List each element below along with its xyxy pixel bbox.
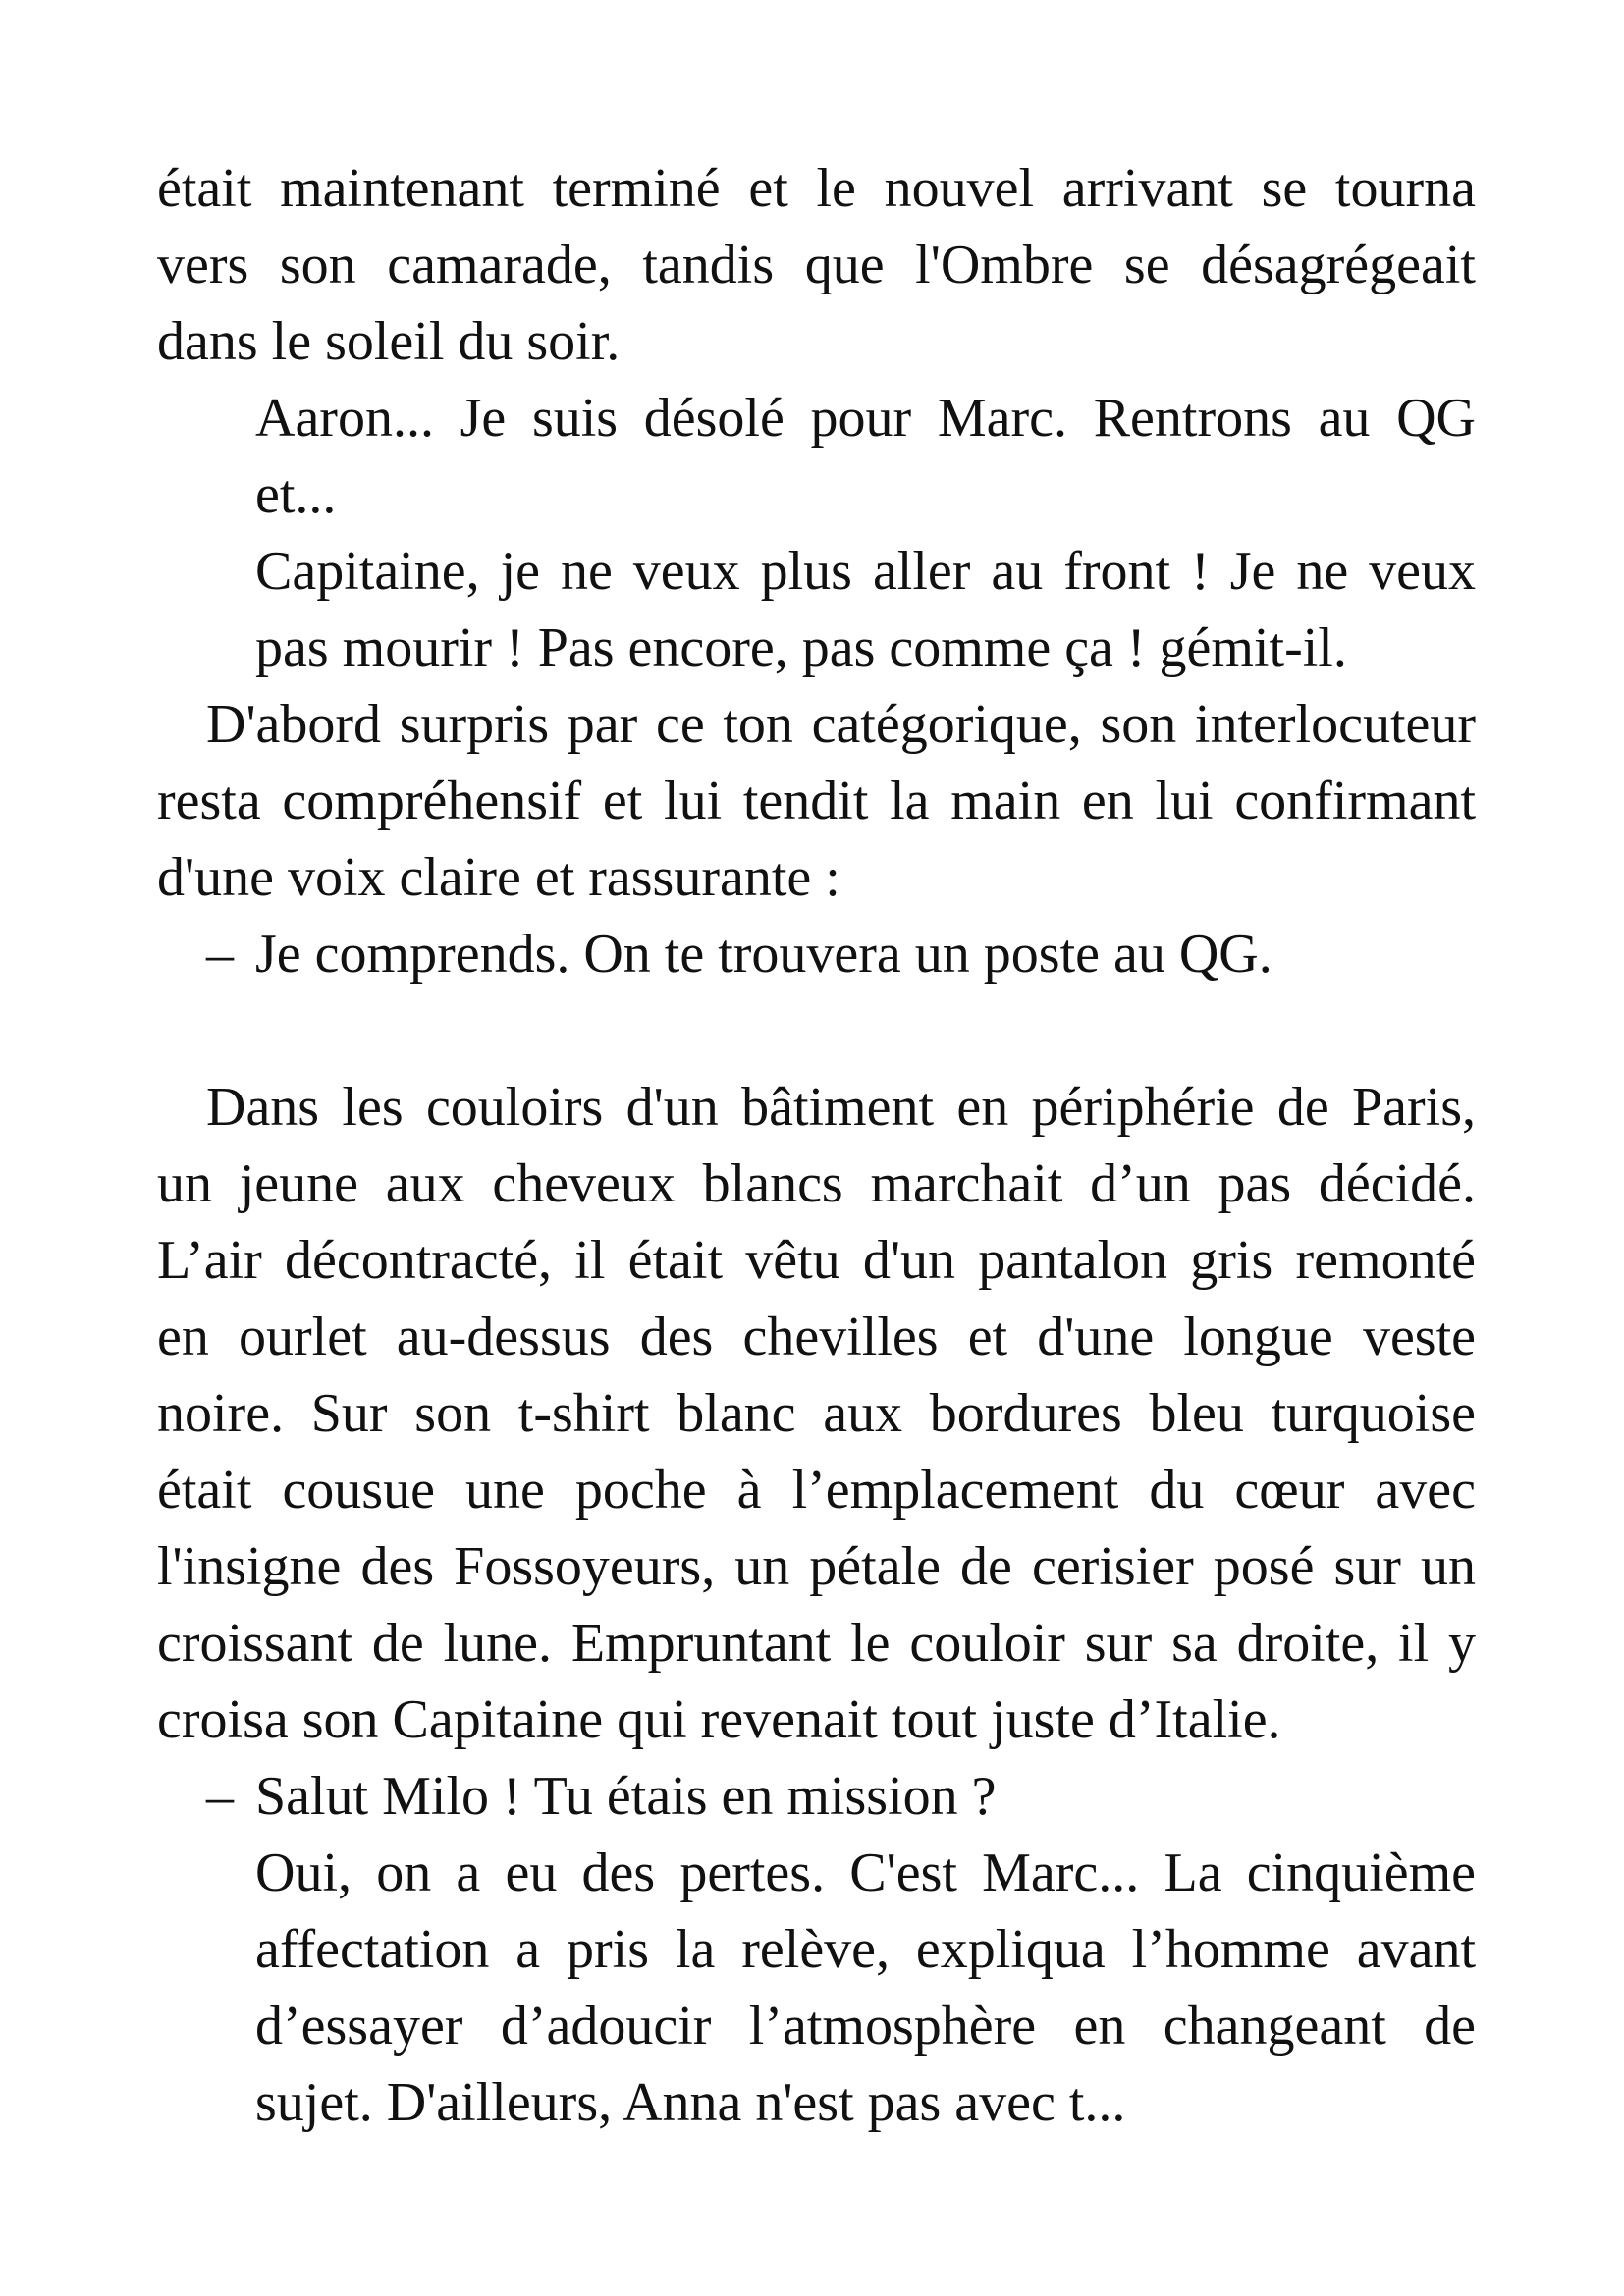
text-line [157,1528,1476,1605]
text-line [157,227,1476,303]
text-line [157,1605,1476,1682]
line-text: d'une voix claire et rassurante : [157,847,840,908]
line-text: Je comprends. On te trouvera un poste au QG. [255,924,1272,985]
dialogue-line [157,1758,1476,1835]
text-line [157,1682,1476,1758]
line-text: Capitaine, je ne veux plus aller au front ! Je ne veux [255,541,1476,602]
line-text: resta compréhensif et lui tendit la main en lui confirmant [157,771,1476,831]
dialogue-dash: – [206,1766,234,1827]
line-text: croisa son Capitaine qui revenait tout juste d’Italie. [157,1689,1281,1750]
dialogue-dash: – [206,924,234,985]
line-text: sujet. D'ailleurs, Anna n'est pas avec t... [255,2072,1126,2133]
text-line [157,1911,1476,1988]
line-text: D'abord surpris par ce ton catégorique, son interlocuteur [206,694,1476,755]
line-text: l'insigne des Fossoyeurs, un pétale de cerisier posé sur un [157,1536,1476,1597]
text-line [157,150,1476,227]
text-line [157,610,1476,686]
line-text: en ourlet au-dessus des chevilles et d'une longue veste [157,1307,1476,1367]
document-page [157,150,1476,2141]
line-text: dans le soleil du soir. [157,311,621,372]
text-line [157,1375,1476,1452]
line-text: et... [255,464,337,525]
text-line [157,1299,1476,1375]
text-line [157,763,1476,839]
line-text: Oui, on a eu des pertes. C'est Marc... La cinquième [255,1842,1476,1903]
line-text: un jeune aux cheveux blancs marchait d’un pas décidé. [157,1153,1476,1214]
text-line [157,1452,1476,1528]
line-text: d’essayer d’adoucir l’atmosphère en changeant de [255,1996,1476,2056]
dialogue-line [157,1835,1476,1911]
line-text: noire. Sur son t-shirt blanc aux bordures bleu turquoise [157,1383,1476,1444]
line-text: affectation a pris la relève, expliqua l’homme avant [255,1919,1476,1980]
line-text: croissant de lune. Empruntant le couloir sur sa droite, il y [157,1613,1476,1674]
text-line [157,1146,1476,1222]
dialogue-line [157,380,1476,456]
line-text: était cousue une poche à l’emplacement du cœur avec [157,1460,1476,1521]
line-text: vers son camarade, tandis que l'Ombre se désagrégeait [157,235,1476,295]
dialogue-line [157,916,1476,992]
text-line [157,1988,1476,2064]
text-line [157,2064,1476,2141]
line-text: L’air décontracté, il était vêtu d'un pantalon gris remonté [157,1230,1476,1291]
line-text: était maintenant terminé et le nouvel arrivant se tourna [157,158,1476,219]
dialogue-line [157,533,1476,610]
blank-line [157,992,1476,1069]
text-line [157,1222,1476,1299]
line-text: Dans les couloirs d'un bâtiment en périphérie de Paris, [206,1077,1476,1138]
text-line [157,456,1476,533]
line-text: Aaron... Je suis désolé pour Marc. Rentrons au QG [255,388,1476,449]
line-text: pas mourir ! Pas encore, pas comme ça ! gémit-il. [255,617,1347,678]
text-line [157,1069,1476,1146]
text-line [157,686,1476,763]
text-line [157,303,1476,380]
text-line [157,839,1476,916]
line-text: Salut Milo ! Tu étais en mission ? [255,1766,997,1827]
